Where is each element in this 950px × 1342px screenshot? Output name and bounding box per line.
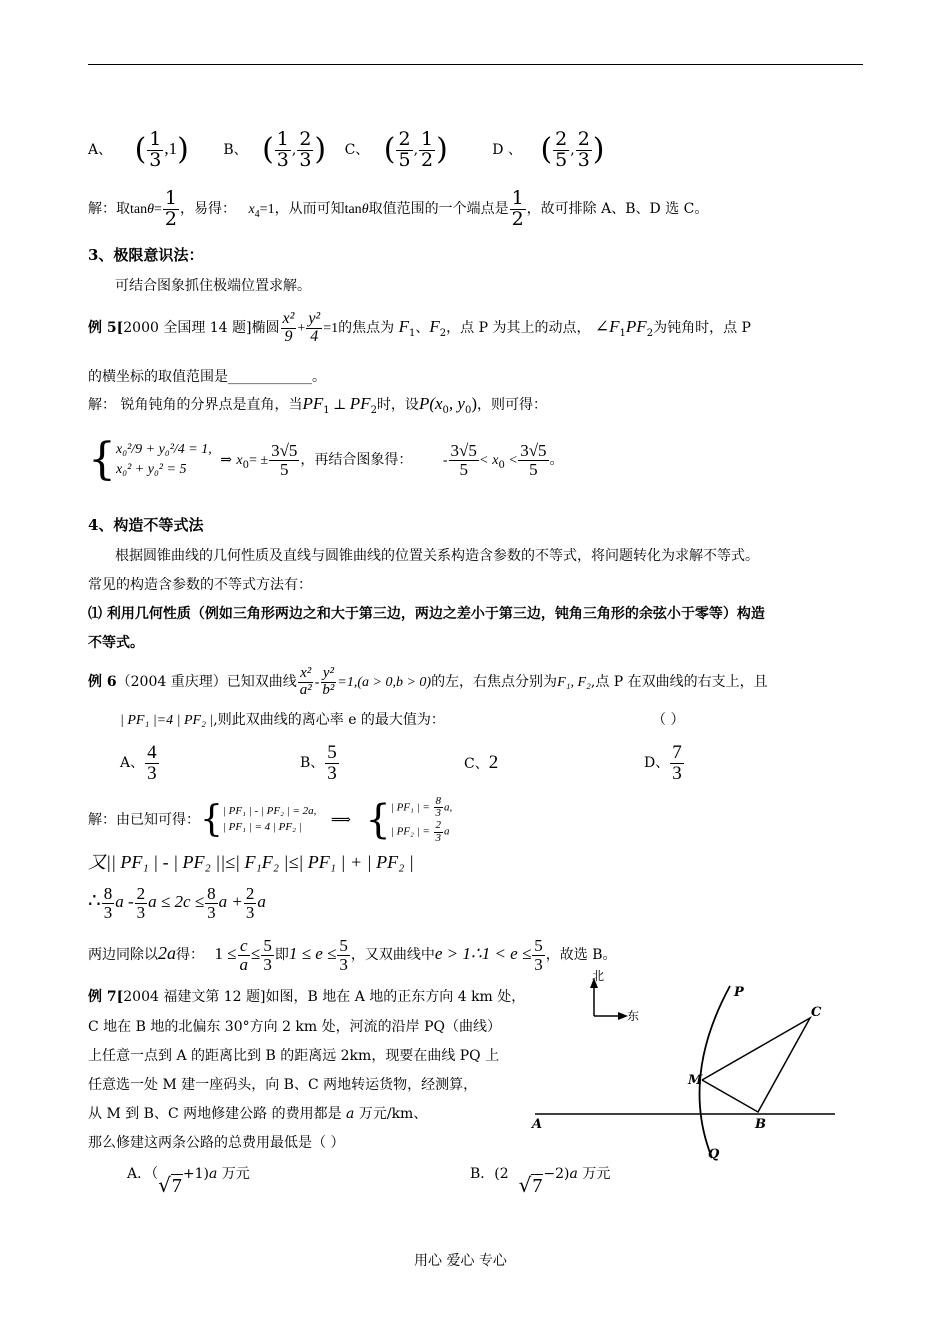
east-label: 东 bbox=[627, 1009, 640, 1023]
example-6-blank: （ ） bbox=[652, 712, 685, 728]
point-a-label: A bbox=[532, 1117, 543, 1132]
option-a-frac: $\frac{1}{3}$ bbox=[149, 127, 162, 171]
example-7-option-b: B．(2 √7−2)a 万元 bbox=[470, 1166, 611, 1197]
solution-5-line1: 解： 锐角钝角的分界点是直角，当$PF_1$ ⊥ $PF_2$时，设$P(x_0$, $y_0$)，则可得： bbox=[88, 394, 547, 416]
example-6-options: A、 $\frac{4}{3}$ bbox=[120, 741, 157, 784]
example-7-line5: 从 M 到 B、C 两地修建公路 的费用都是 a 万元/km、 bbox=[88, 1106, 428, 1122]
example-7-option-a: A．（√7+1)a 万元 bbox=[127, 1166, 250, 1197]
solution-6-line3: ∴ $\frac{8}{3}$ a - $\frac{2}{3}$ a ≤ 2c ≤ $\frac{8}{3}$ a + $\frac{2}{3}$ a bbox=[88, 883, 266, 922]
section-4-bold2: 不等式。 bbox=[88, 635, 144, 651]
example-6-line1: 例 6（2004 重庆理）已知双曲线 $\frac{\text{x²}}{\text{a²}}$ - $\frac{\text{y²}}{\text{b²}}$ =1,(a > 0,b > 0)的左，右焦点分别为F₁, F₂,点 P 在双曲线的右支上，且 bbox=[88, 664, 768, 698]
section-4-para2: 常见的构造含参数的不等式方法有： bbox=[88, 577, 312, 593]
example-6-option-d: D、 $\frac{7}{3}$ bbox=[644, 741, 682, 784]
example-7-line3: 上任意一点到 A 的距离比到 B 的距离远 2km，现要在曲线 PQ 上 bbox=[88, 1048, 500, 1064]
section-4-title: 4、构造不等式法 bbox=[88, 516, 204, 534]
page-footer: 用心 爱心 专心 bbox=[414, 1253, 507, 1269]
example-7-line2: C 地在 B 地的北偏东 30°方向 2 km 处，河流的沿岸 PQ（曲线） bbox=[88, 1019, 501, 1035]
solution-6-line4: 两边同除以2a得： 1 ≤ $\frac{c}{a}$ ≤ $\frac{5}{3}$ 即1 ≤ e ≤ $\frac{5}{3}$ ，又双曲线中e > 1∴1 < e ≤ $\frac{5}{3}$ ，故选 B。 bbox=[88, 935, 617, 974]
point-b-label: B bbox=[755, 1117, 766, 1132]
example-7-line6: 那么修建这两条公路的总费用最低是（ ） bbox=[88, 1135, 345, 1151]
example-5: 例 5[2000 全国理 14 题]椭圆 $\frac{\text{x²}}{9}$ + $\frac{\text{y²}}{4}$ =1的焦点为 $F_1$、$F_2$，点 P 为其上的动点， $\angle F_1PF_2$为钝角时，点 P bbox=[88, 309, 751, 345]
example-6-line2: | PF₁ |=4 | PF₂ |,则此双曲线的离心率 e 的最大值为： bbox=[120, 712, 445, 728]
point-q-label: Q bbox=[708, 1147, 720, 1162]
point-c-label: C bbox=[811, 1005, 822, 1020]
solution-1: 解：取tanθ= $\frac{1}{2}$ ，易得： $x_4=1$，从而可知tanθ取值范围的一个端点是 $\frac{1}{2}$ ，故可排除 A、B、D 选 C。 bbox=[88, 186, 709, 230]
map-figure bbox=[530, 968, 860, 1168]
solution-6-line2: 又|| PF₁ | - | PF₂ ||≤| F₁F₂ |≤| PF₁ | + | PF₂ | bbox=[88, 852, 414, 872]
section-3-desc: 可结合图象抓住极端位置求解。 bbox=[115, 278, 311, 294]
solution-6-line1: 解：由已知可得：{ | PF₁ | - | PF₂ | = 2a, | PF₁ | = 4 | PF₂ | ⟹ { | PF₁ | = $\frac{8}{3}$ a, | PF₂ | = $\frac{2}{3}$ a bbox=[88, 794, 453, 844]
solution-5-line2: { x₀²/9 + y₀²/4 = 1, x₀² + y₀² = 5 ⇒ $x_0=$ ± $\frac{3√5}{5}$ ，再结合图象得： - $\frac{3√5}{5}$ < $x_0$ < $\frac{3√5}{5}$ 。 bbox=[88, 434, 564, 485]
section-4-para1: 根据圆锥曲线的几何性质及直线与圆锥曲线的位置关系构造含参数的不等式，将问题转化为求解不等式。 bbox=[115, 548, 759, 564]
triangle-mbc bbox=[702, 1018, 810, 1112]
example-5-line2: 的横坐标的取值范围是____________。 bbox=[88, 369, 326, 385]
options-row-1: A、 ( $\frac{1}{3}$ ,1) B、 ( $\frac{1}{3}$ , $\frac{2}{3}$ ) C、 ( $\frac{2}{5}$ , $\frac{1}{2}$ ) D 、 ( $\frac{2}{5}$ , $\frac{2}{3}$ ) bbox=[88, 127, 605, 171]
example-7-line4: 任意选一处 M 建一座码头，向 B、C 两地转运货物，经测算， bbox=[88, 1077, 478, 1093]
point-p-label: P bbox=[734, 985, 744, 1000]
example-7-line1: 例 7[2004 福建文第 12 题]如图，B 地在 A 地的正东方向 4 km 处， bbox=[88, 989, 526, 1005]
section-3-title: 3、极限意识法： bbox=[88, 246, 204, 264]
section-4-bold1: ⑴ 利用几何性质（例如三角形两边之和大于第三边，两边之差小于第三边，钝角三角形的余弦小于零等）构造 bbox=[88, 606, 765, 622]
header-rule bbox=[88, 64, 863, 65]
example-6-option-c: C、2 bbox=[464, 752, 499, 773]
example-6-option-b: B、 $\frac{5}{3}$ bbox=[300, 741, 337, 784]
north-label: 北 bbox=[592, 969, 605, 983]
point-m-label: M bbox=[688, 1073, 703, 1088]
